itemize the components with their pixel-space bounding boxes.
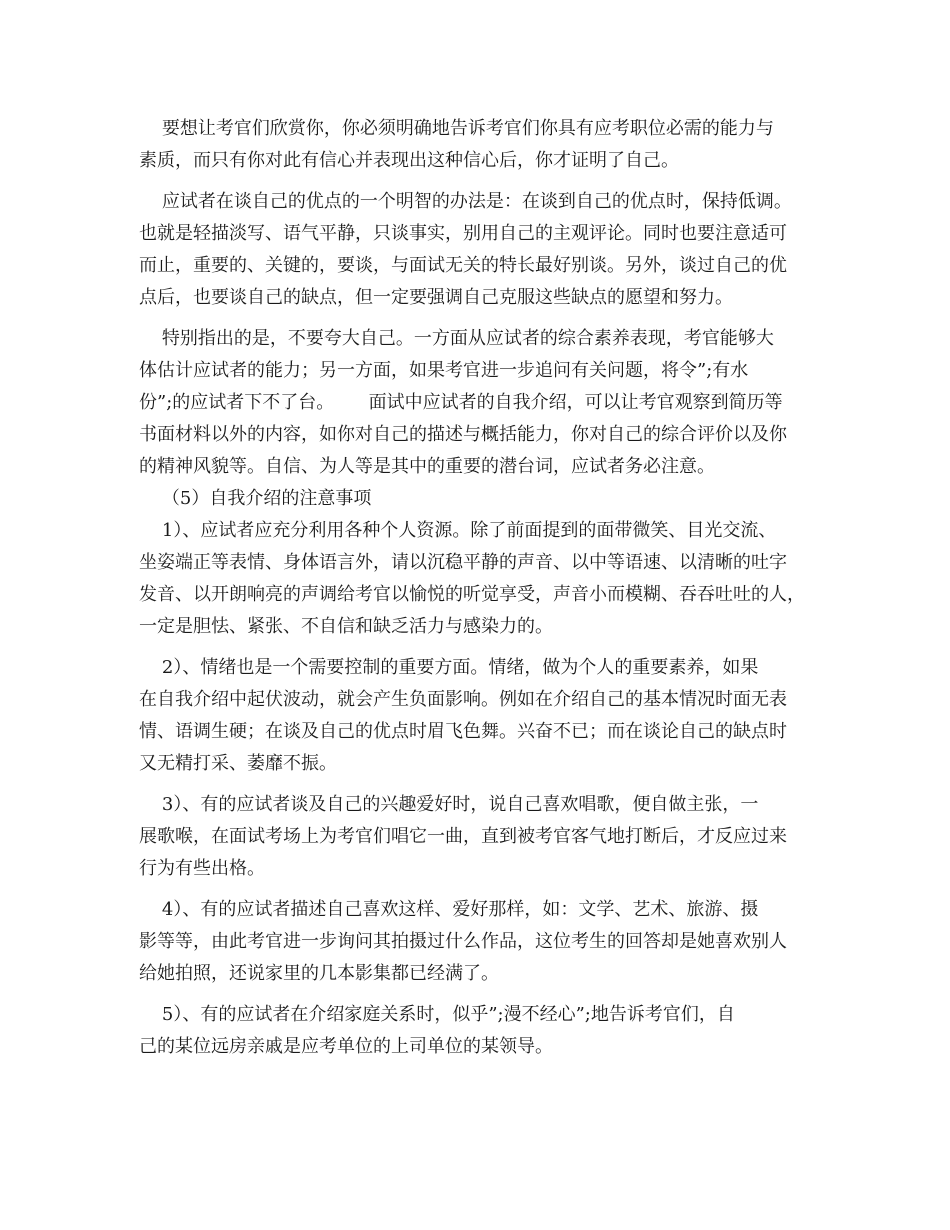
text-line: 1）、应试者应充分利用各种个人资源。除了前面提到的面带微笑、目光交流、 <box>139 520 777 541</box>
text-line: 己的某位远房亲戚是应考单位的上司单位的某领导。 <box>139 1036 553 1057</box>
text-line: 份”;的应试者下不了台。 面试中应试者的自我介绍，可以让考官观察到简历等 <box>139 392 783 413</box>
text-line: 应试者在谈自己的优点的一个明智的办法是：在谈到自己的优点时，保持低调。 <box>139 191 792 212</box>
paragraph-item-1 <box>139 515 823 643</box>
text-line: 给她拍照，还说家里的几本影集都已经满了。 <box>139 963 499 984</box>
text-line: 展歌喉，在面试考场上为考官们唱它一曲，直到被考官客气地打断后，才反应过来 <box>139 826 787 847</box>
text-line: 特别指出的是，不要夸大自己。一方面从应试者的综合素养表现，考官能够大 <box>139 328 774 349</box>
text-line: 2）、情绪也是一个需要控制的重要方面。情绪，做为个人的重要素养，如果 <box>139 657 759 678</box>
paragraph-item-3 <box>139 789 823 885</box>
text-line: 影等等，由此考官进一步询问其拍摄过什么作品，这位考生的回答却是她喜欢别人 <box>139 931 787 952</box>
paragraph-appreciation <box>139 113 823 177</box>
text-line: 也就是轻描淡写、语气平静，只谈事实，别用自己的主观评论。同时也要注意适可 <box>139 223 787 244</box>
text-line: 3）、有的应试者谈及自己的兴趣爱好时，说自己喜欢唱歌，便自做主张，一 <box>139 794 759 815</box>
text-line: 体估计应试者的能力；另一方面，如果考官进一步追问有关问题，将令”;有水 <box>139 360 749 381</box>
paragraph-no-exaggeration <box>139 323 823 483</box>
text-line: 在自我介绍中起伏波动，就会产生负面影响。例如在介绍自己的基本情况时面无表 <box>139 689 787 710</box>
heading-line: （5）自我介绍的注意事项 <box>139 488 372 509</box>
text-line: 坐姿端正等表情、身体语言外，请以沉稳平静的声音、以中等语速、以清晰的吐字 <box>139 552 787 573</box>
text-line: 5）、有的应试者在介绍家庭关系时，似乎”;漫不经心”;地告诉考官们，自 <box>139 1004 735 1025</box>
text-line: 素质，而只有你对此有信心并表现出这种信心后，你才证明了自己。 <box>139 150 679 171</box>
text-line: 又无精打采、萎靡不振。 <box>139 753 337 774</box>
text-line: 情、语调生硬；在谈及自己的优点时眉飞色舞。兴奋不已；而在谈论自己的缺点时 <box>139 721 787 742</box>
text-line: 书面材料以外的内容，如你对自己的描述与概括能力，你对自己的综合评价以及你 <box>139 424 787 445</box>
paragraph-item-5 <box>139 999 823 1063</box>
text-line: 一定是胆怯、紧张、不自信和缺乏活力与感染力的。 <box>139 616 553 637</box>
text-line: 要想让考官们欣赏你，你必须明确地告诉考官们你具有应考职位必需的能力与 <box>139 118 774 139</box>
text-line: 而止，重要的、关键的，要谈，与面试无关的特长最好别谈。另外，谈过自己的优 <box>139 255 787 276</box>
paragraph-item-2 <box>139 652 823 780</box>
text-line: 行为有些出格。 <box>139 858 265 879</box>
text-line: 的精神风貌等。自信、为人等是其中的重要的潜台词，应试者务必注意。 <box>139 456 715 477</box>
document-body <box>139 113 823 1063</box>
paragraph-strengths <box>139 186 823 314</box>
text-line: 点后，也要谈自己的缺点，但一定要强调自己克服这些缺点的愿望和努力。 <box>139 287 733 308</box>
text-line: 4）、有的应试者描述自己喜欢这样、爱好那样，如：文学、艺术、旅游、摄 <box>139 899 759 920</box>
paragraph-item-4 <box>139 894 823 990</box>
section-heading <box>139 483 823 515</box>
text-line: 发音、以开朗响亮的声调给考官以愉悦的听觉享受，声音小而模糊、吞吞吐吐的人， <box>139 584 805 605</box>
